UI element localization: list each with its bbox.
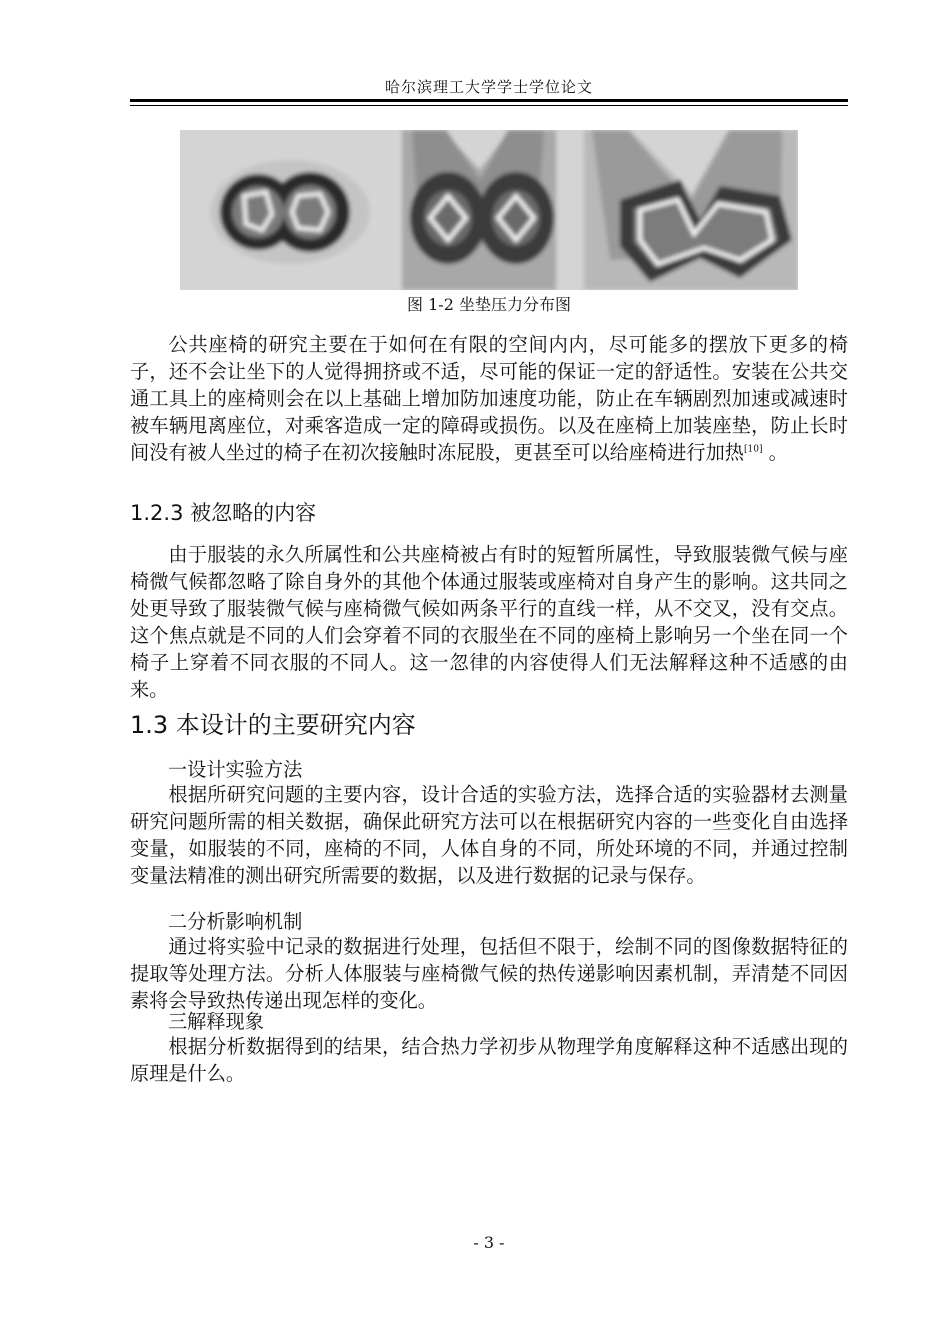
- pressure-distribution-figure: [180, 130, 798, 290]
- paragraph-text: 公共座椅的研究主要在于如何在有限的空间内内，尽可能多的摆放下更多的椅子，还不会让坐下的人觉得拥挤或不适，尽可能的保证一定的舒适性。安装在公共交通工具上的座椅则会在以上基础上增加防加速度功能，防止在车辆剧烈加速或减速时被车辆甩离座位，对乘客造成一定的障碍或损伤。以及在座椅上加装座垫，防止长时间没有被人坐过的椅子在初次接触时冻屁股，更甚至可以给座椅进行加热: [130, 333, 848, 464]
- page-number: - 3 -: [473, 1233, 505, 1252]
- paragraph-explanation: 根据分析数据得到的结果，结合热力学初步从物理学角度解释这种不适感出现的原理是什么。: [130, 1035, 848, 1085]
- citation-ref[interactable]: [10]: [744, 444, 763, 455]
- header-rule-thin: [130, 105, 848, 106]
- paragraph-experiment-method: 根据所研究问题的主要内容，设计合适的实验方法，选择合适的实验器材去测量研究问题所需的相关数据，确保此研究方法可以在根据研究内容的一些变化自由选择变量，如服装的不同，座椅的不同，人体自身的不同，所处环境的不同，并通过控制变量法精准的测出研究所需要的数据，以及进行数据的记录与保存。: [130, 783, 848, 887]
- list-item-design-experiment: 一设计实验方法: [168, 758, 303, 781]
- header-rule-thick: [130, 99, 848, 102]
- paragraph-end: 。: [762, 441, 788, 464]
- pressure-map-panel-1: [210, 160, 370, 264]
- section-heading-1-2-3: 1.2.3 被忽略的内容: [130, 501, 317, 525]
- paragraph-analysis: 通过将实验中记录的数据进行处理，包括但不限于，绘制不同的图像数据特征的提取等处理方法。分析人体服装与座椅微气候的热传递影响因素机制，弄清楚不同因素将会导致热传递出现怎样的变化。: [130, 935, 848, 1012]
- paragraph-ignored-content: 由于服装的永久所属性和公共座椅被占有时的短暂所属性，导致服装微气候与座椅微气候都忽略了除自身外的其他个体通过服装或座椅对自身产生的影响。这共同之处更导致了服装微气候与座椅微气候如两条平行的直线一样，从不交叉，没有交点。这个焦点就是不同的人们会穿着不同的衣服坐在不同的座椅上影响另一个坐在同一个椅子上穿着不同衣服的不同人。这一忽律的内容使得人们无法解释这种不适感的由来。: [130, 543, 848, 701]
- list-item-explain-phenomenon: 三解释现象: [168, 1010, 264, 1033]
- list-item-analyze-mechanism: 二分析影响机制: [168, 910, 303, 933]
- paragraph-public-seating: [130, 331, 848, 466]
- figure-caption: 图 1-2 坐垫压力分布图: [407, 295, 571, 314]
- running-header: 哈尔滨理工大学学士学位论文: [384, 78, 593, 96]
- section-heading-1-3: 1.3 本设计的主要研究内容: [130, 711, 416, 739]
